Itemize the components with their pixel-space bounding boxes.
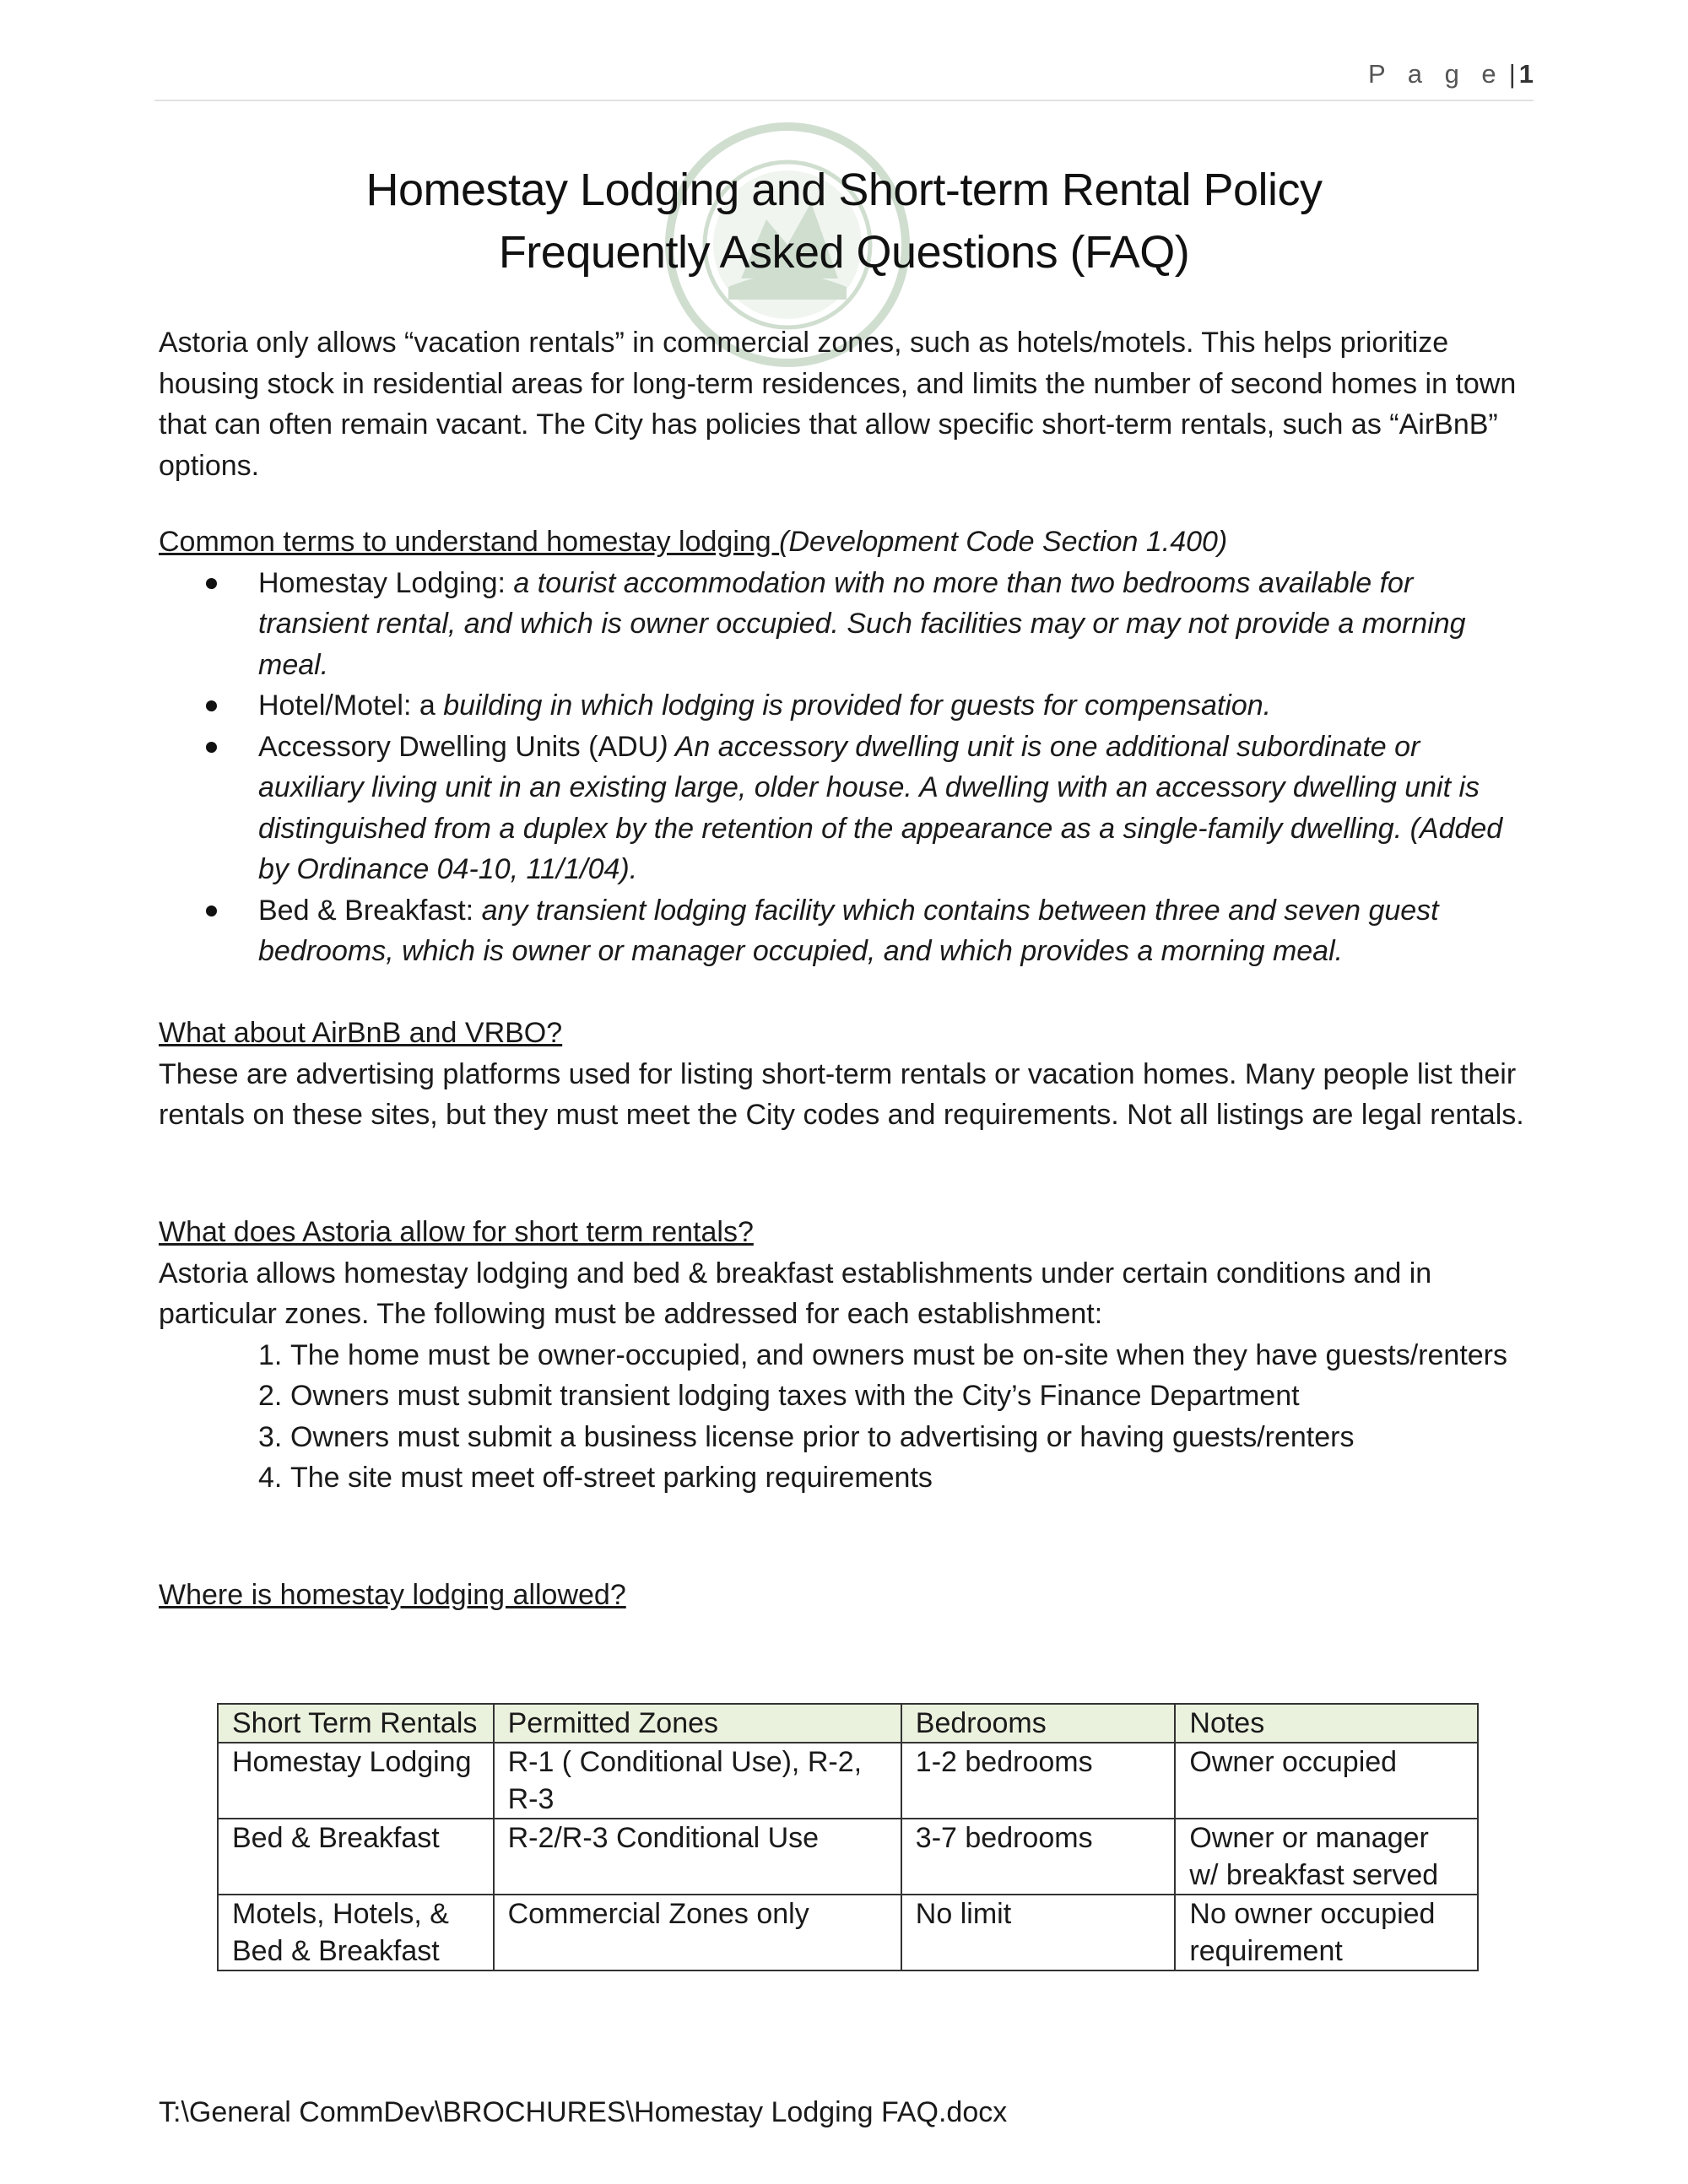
table-cell: Owner or manager w/ breakfast served — [1175, 1819, 1478, 1895]
column-header: Bedrooms — [901, 1704, 1176, 1743]
requirement-item — [159, 1457, 1530, 1499]
term-item-adu — [159, 727, 1530, 890]
table-row — [218, 1743, 1478, 1819]
requirement-item — [159, 1376, 1530, 1417]
term-label: Bed & Breakfast: — [258, 894, 482, 927]
intro-section — [159, 322, 1530, 486]
table-cell: 1-2 bedrooms — [901, 1743, 1176, 1819]
title-line-2: Frequently Asked Questions (FAQ) — [498, 227, 1190, 278]
term-item-homestay — [159, 563, 1530, 686]
table-row — [218, 1895, 1478, 1970]
title-line-1: Homestay Lodging and Short-term Rental Policy — [365, 165, 1323, 215]
where-section — [159, 1575, 1530, 1616]
document-title — [0, 159, 1688, 284]
table-cell: No owner occupied requirement — [1175, 1895, 1478, 1970]
table-cell: Owner occupied — [1175, 1743, 1478, 1819]
table-row — [218, 1819, 1478, 1895]
airbnb-body: These are advertising platforms used for listing short-term rentals or vacation homes. Many people list their rentals on these sites, but they must meet the City codes and requirements. Not all listings are legal rentals. — [159, 1057, 1524, 1131]
term-definition: any transient lodging facility which contains between three and seven guest bedrooms, which is owner or manager occupied, and which provides a morning meal. — [258, 894, 1439, 967]
term-definition: ) An accessory dwelling unit is one additional subordinate or auxiliary living unit in an existing large, older house. A dwelling with an accessory dwelling unit is distinguished from a duplex by the retention of the appearance as a single-family dwelling. (Added by Ordinance 04-10, 11/1/04). — [258, 730, 1503, 885]
requirement-item — [159, 1335, 1530, 1376]
column-header: Notes — [1175, 1704, 1478, 1743]
term-definition: a tourist accommodation with no more than two bedrooms available for transient rental, and which is owner occupied. Such facilities may or may not provide a morning meal. — [258, 566, 1466, 681]
airbnb-heading: What about AirBnB and VRBO? — [159, 1017, 563, 1049]
column-header: Permitted Zones — [494, 1704, 901, 1743]
requirement-number: 3. — [258, 1420, 283, 1453]
page-number: 1 — [1518, 59, 1534, 89]
term-label: Hotel/Motel: a — [258, 689, 444, 722]
table-cell: R-2/R-3 Conditional Use — [494, 1819, 901, 1895]
page-number-header — [1368, 59, 1534, 89]
column-header: Short Term Rentals — [218, 1704, 494, 1743]
term-label: Homestay Lodging: — [258, 566, 514, 599]
requirements-list — [159, 1335, 1530, 1499]
terms-heading-line — [159, 522, 1530, 563]
page-label: P a g e — [1368, 59, 1504, 89]
table-cell: No limit — [901, 1895, 1176, 1970]
header-divider — [154, 100, 1534, 101]
allow-body: Astoria allows homestay lodging and bed & breakfast establishments under certain conditions and in particular zones. The following must be addressed for each establishment: — [159, 1257, 1432, 1330]
requirement-number: 1. — [258, 1338, 283, 1371]
allow-heading: What does Astoria allow for short term rentals? — [159, 1216, 754, 1248]
airbnb-section — [159, 1013, 1530, 1136]
requirement-text: The site must meet off-street parking requirements — [290, 1462, 933, 1494]
terms-list — [159, 563, 1530, 972]
table-cell: Bed & Breakfast — [218, 1819, 494, 1895]
table-cell: Homestay Lodging — [218, 1743, 494, 1819]
requirement-text: Owners must submit transient lodging taxes with the City’s Finance Department — [290, 1380, 1300, 1412]
term-item-bed-breakfast — [159, 890, 1530, 972]
terms-section — [159, 522, 1530, 972]
intro-paragraph: Astoria only allows “vacation rentals” in commercial zones, such as hotels/motels. This helps prioritize housing stock in residential areas for long-term residences, and limits the number of second homes in town that can often remain vacant. The City has policies that allow specific short-term rentals, such as “AirBnB” options. — [159, 327, 1517, 482]
table-cell: R-1 ( Conditional Use), R-2, R-3 — [494, 1743, 901, 1819]
term-item-hotel-motel — [159, 685, 1530, 727]
requirement-text: The home must be owner-occupied, and owners must be on-site when they have guests/renters — [290, 1338, 1507, 1371]
rental-zones-table — [217, 1703, 1479, 1971]
term-definition: building in which lodging is provided for guests for compensation. — [443, 689, 1272, 722]
terms-heading: Common terms to understand homestay lodging — [159, 526, 780, 558]
requirement-number: 4. — [258, 1462, 283, 1494]
requirement-item — [159, 1417, 1530, 1458]
allow-section — [159, 1212, 1530, 1499]
terms-citation: (Development Code Section 1.400) — [779, 526, 1228, 558]
file-path-footer: T:\General CommDev\BROCHURES\Homestay Lodging FAQ.docx — [159, 2096, 1008, 2128]
requirement-number: 2. — [258, 1380, 283, 1412]
table-cell: Commercial Zones only — [494, 1895, 901, 1970]
table-cell: 3-7 bedrooms — [901, 1819, 1176, 1895]
table-cell: Motels, Hotels, & Bed & Breakfast — [218, 1895, 494, 1970]
table-header-row — [218, 1704, 1478, 1743]
term-label: Accessory Dwelling Units (ADU — [258, 730, 659, 763]
where-heading: Where is homestay lodging allowed? — [159, 1579, 626, 1611]
page-separator: | — [1508, 59, 1516, 89]
requirement-text: Owners must submit a business license prior to advertising or having guests/renters — [290, 1420, 1355, 1453]
